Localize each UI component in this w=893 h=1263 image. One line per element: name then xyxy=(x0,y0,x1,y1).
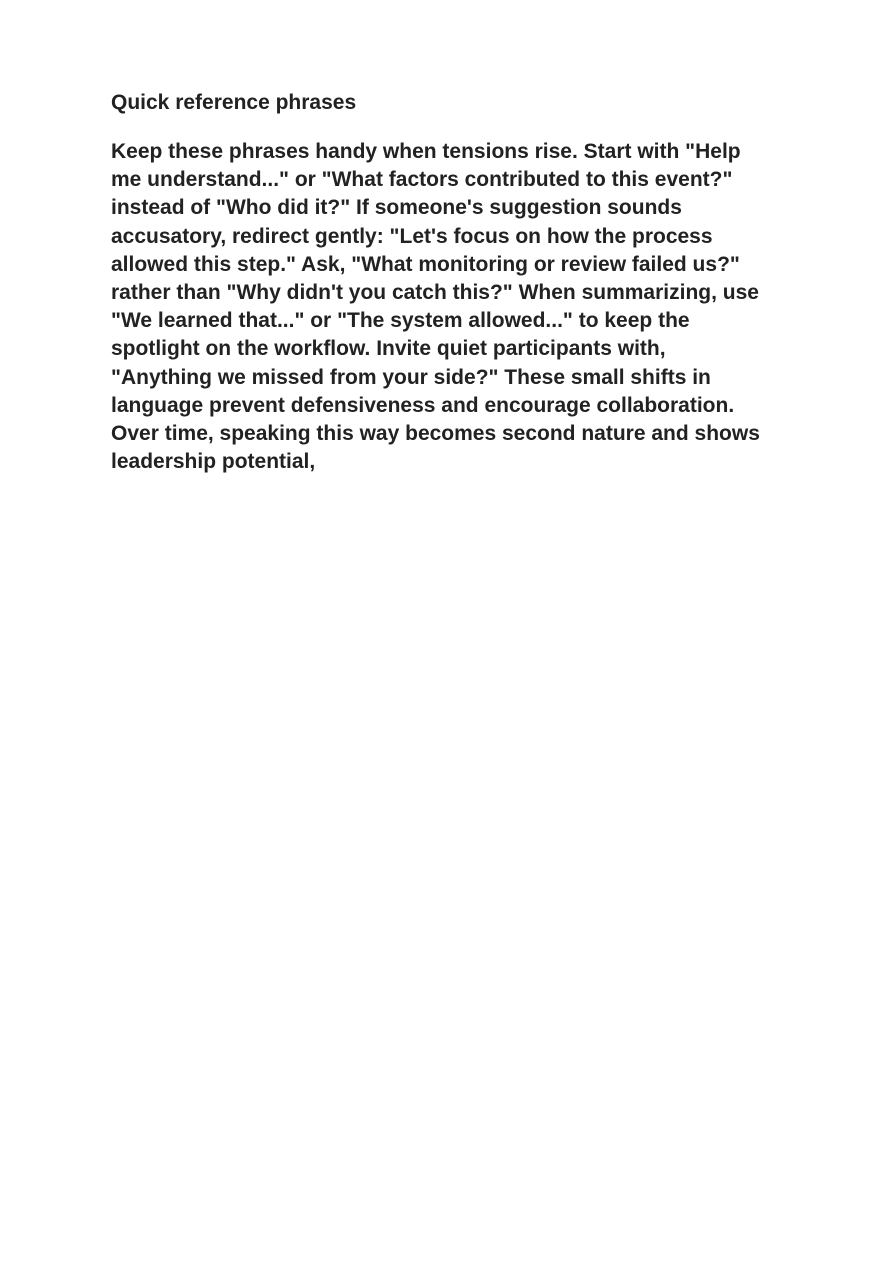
document-content xyxy=(111,89,771,477)
body-paragraph: Keep these phrases handy when tensions rise. Start with "Help me understand..." or "What factors contributed to this event?" instead of "Who did it?" If someone's suggestion sounds accusatory, redirect gently: "Let's focus on how the process allowed this step." Ask, "What monitoring or review failed us?" rather than "Why didn't you catch this?" When summarizing, use "We learned that..." or "The system allowed..." to keep the spotlight on the workflow. Invite quiet participants with, "Anything we missed from your side?" These small shifts in language prevent defensiveness and encourage collaboration. Over time, speaking this way becomes second nature and shows leadership potential, xyxy=(111,140,760,474)
section-heading: Quick reference phrases xyxy=(111,91,357,114)
